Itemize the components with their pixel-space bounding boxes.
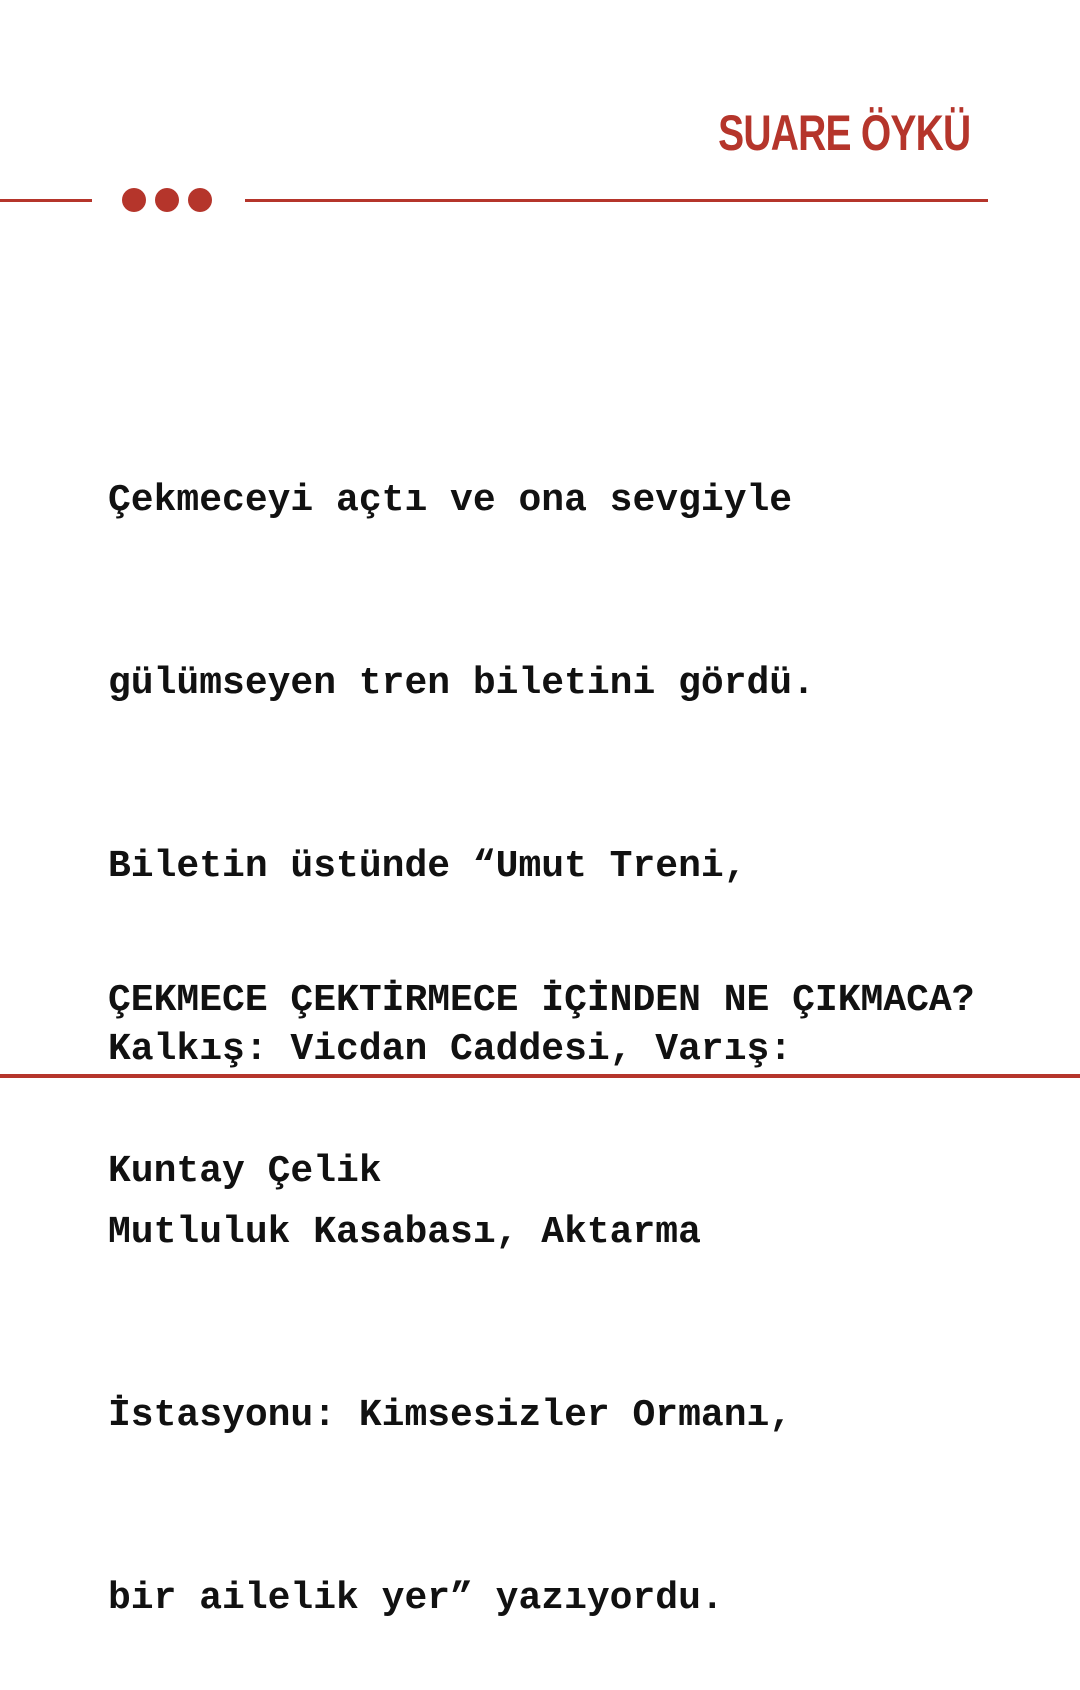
dots-ornament xyxy=(122,188,212,212)
dot-1 xyxy=(122,188,146,212)
story-line: gülümseyen tren biletini gördü. xyxy=(108,662,815,705)
footer-rule xyxy=(0,1074,1080,1078)
story-title: ÇEKMECE ÇEKTİRMECE İÇİNDEN NE ÇIKMACA? xyxy=(108,979,975,1022)
dot-3 xyxy=(188,188,212,212)
brand-title: SUARE ÖYKÜ xyxy=(717,105,970,161)
header-rule-left xyxy=(0,199,92,202)
story-line: Mutluluk Kasabası, Aktarma xyxy=(108,1211,701,1254)
dot-2 xyxy=(155,188,179,212)
story-line: İstasyonu: Kimsesizler Ormanı, xyxy=(108,1394,793,1437)
header-rule-right xyxy=(245,199,988,202)
story-line: Çekmeceyi açtı ve ona sevgiyle xyxy=(108,479,793,522)
story-line: Kalkış: Vicdan Caddesi, Varış: xyxy=(108,1028,793,1071)
story-line: bir ailelik yer” yazıyordu. xyxy=(108,1577,724,1620)
story-signature xyxy=(108,858,975,1257)
story-line: Biletin üstünde “Umut Treni, xyxy=(108,845,747,888)
author-name: Kuntay Çelik xyxy=(108,1150,382,1193)
